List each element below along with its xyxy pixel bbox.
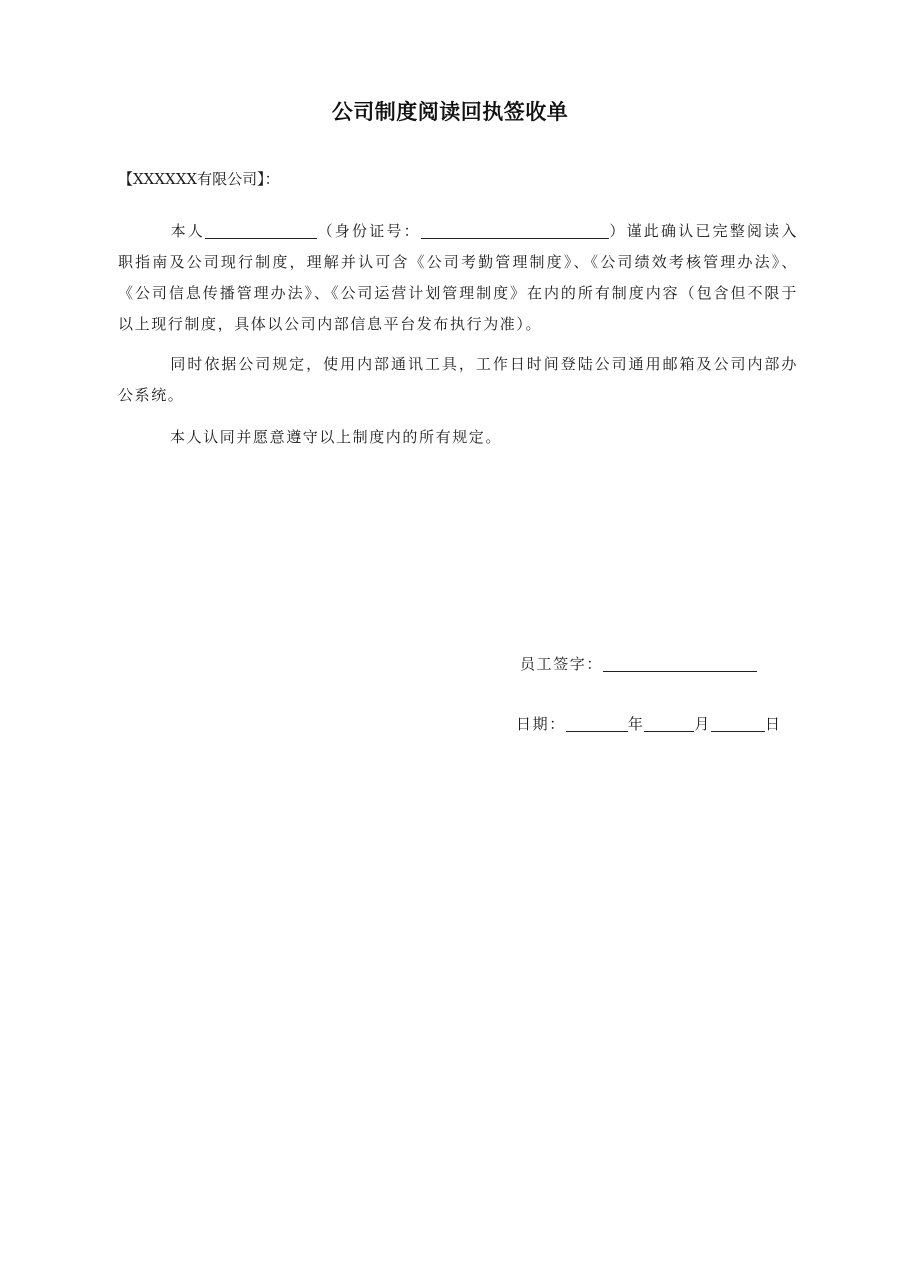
name-blank-field[interactable] (205, 220, 317, 239)
paragraph1-prefix: 本人 (170, 222, 205, 240)
date-label: 日期： (516, 715, 566, 733)
paragraph-communication-tools (118, 349, 798, 411)
month-blank-field[interactable] (644, 713, 694, 732)
id-label: （身份证号： (317, 222, 421, 240)
year-blank-field[interactable] (566, 713, 628, 732)
day-blank-field[interactable] (711, 713, 765, 732)
day-unit: 日 (765, 715, 782, 733)
paragraph-agreement (118, 422, 798, 453)
addressee-line: 【XXXXXX有限公司】： (118, 170, 280, 188)
paragraph2-text: 同时依据公司规定，使用内部通讯工具，工作日时间登陆公司通用邮箱及公司内部办公系统。 (118, 355, 798, 404)
year-unit: 年 (627, 715, 645, 733)
date-row (516, 713, 782, 734)
signature-blank-field[interactable] (603, 653, 757, 672)
signature-label: 员工签字： (520, 655, 604, 673)
document-title: 公司制度阅读回执签收单 (331, 100, 569, 124)
paragraph3-text: 本人认同并愿意遵守以上制度内的所有规定。 (170, 428, 503, 446)
paragraph1-body: ）谨此确认已完整阅读入职指南及公司现行制度，理解并认可含《公司考勤管理制度》、《公司绩效考核管理办法》、《公司信息传播管理办法》、《公司运营计划管理制度》在内的所有制度内容（包含但不限于以上现行制度，具体以公司内部信息平台发布执行为准）。 (118, 222, 798, 333)
id-number-blank-field[interactable] (421, 220, 609, 239)
paragraph-acknowledgement (118, 216, 798, 340)
signature-row (520, 653, 757, 674)
month-unit: 月 (694, 715, 712, 733)
